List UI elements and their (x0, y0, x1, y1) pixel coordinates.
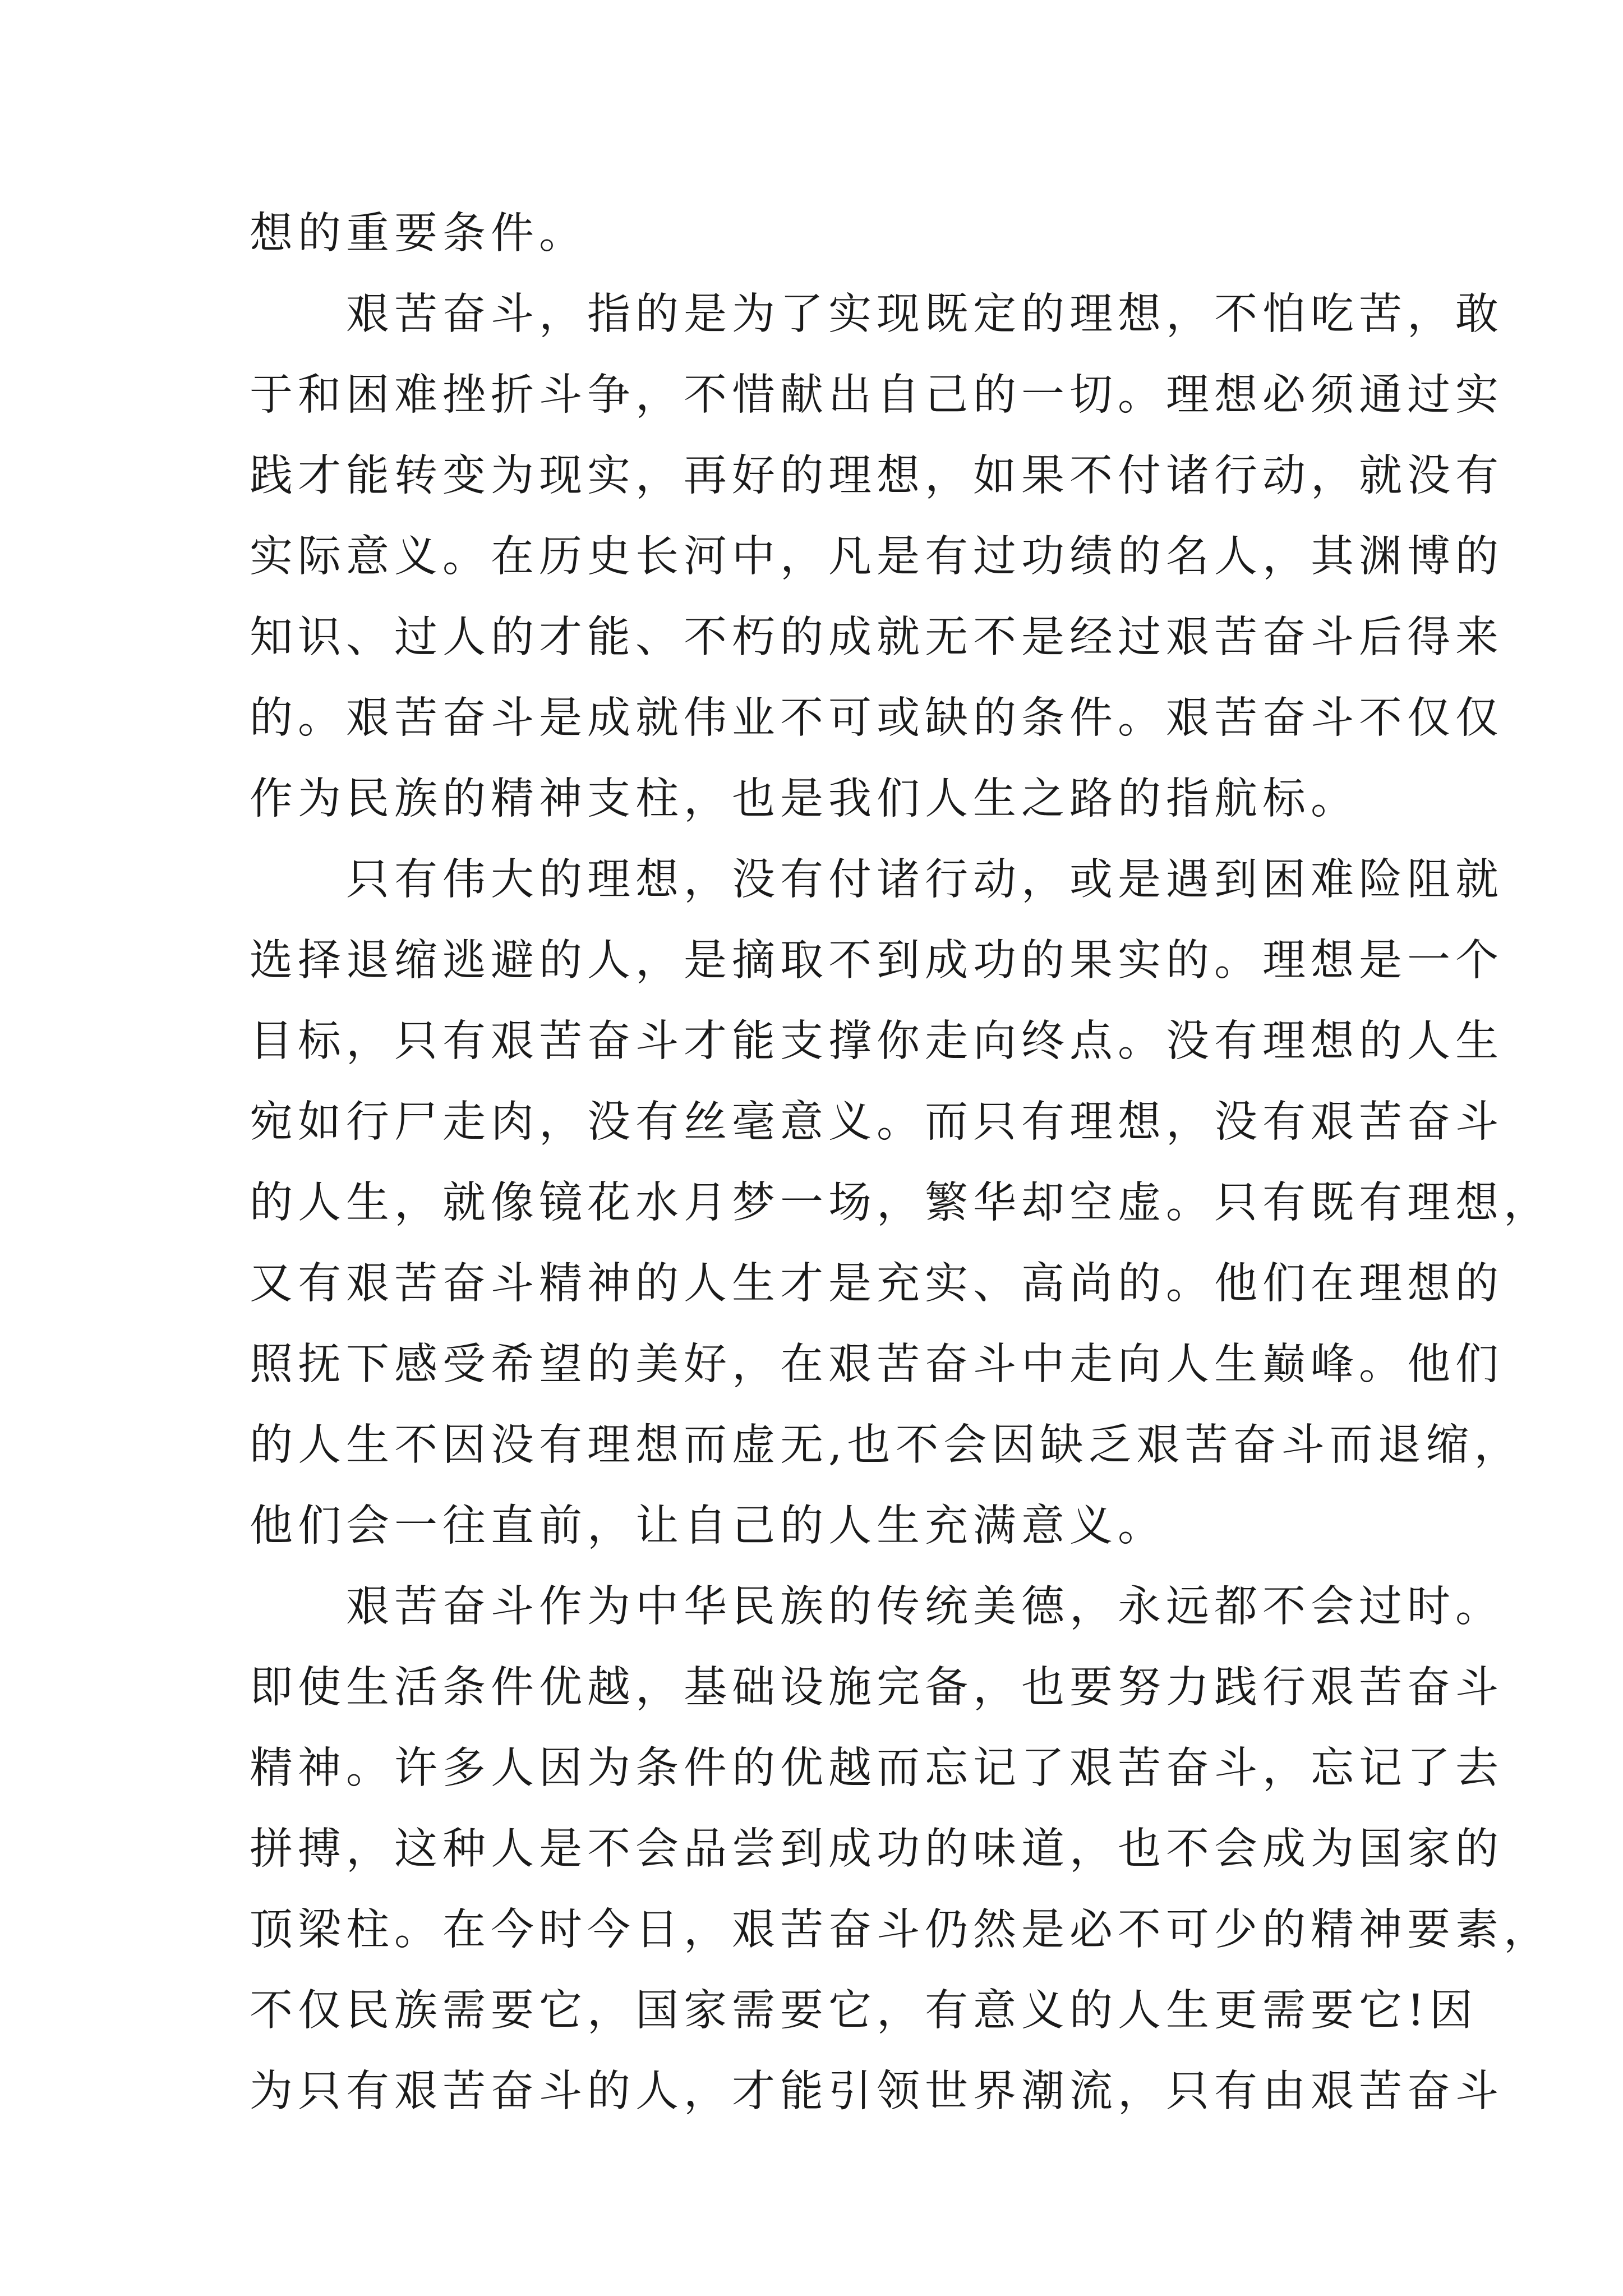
text-line: 的。艰苦奋斗是成就伟业不可或缺的条件。艰苦奋斗不仅仅 (250, 693, 1504, 743)
text-line: 的人生不因没有理想而虚无,也不会因缺乏艰苦奋斗而退缩， (250, 1420, 1523, 1470)
text-line: 他们会一往直前，让自己的人生充满意义。 (250, 1501, 1166, 1551)
text-line: 作为民族的精神支柱，也是我们人生之路的指航标。 (250, 774, 1359, 824)
text-line: 不仅民族需要它，国家需要它，有意义的人生更需要它!因 (250, 1986, 1478, 2036)
text-line: 艰苦奋斗作为中华民族的传统美德，永远都不会过时。 (346, 1582, 1504, 1632)
text-line: 的人生，就像镜花水月梦一场，繁华却空虚。只有既有理想， (250, 1178, 1552, 1228)
text-line: 宛如行尸走肉，没有丝毫意义。而只有理想，没有艰苦奋斗 (250, 1097, 1504, 1147)
text-line: 知识、过人的才能、不朽的成就无不是经过艰苦奋斗后得来 (250, 613, 1504, 662)
text-line: 选择退缩逃避的人，是摘取不到成功的果实的。理想是一个 (250, 936, 1504, 986)
text-line: 实际意义。在历史长河中，凡是有过功绩的名人，其渊博的 (250, 532, 1504, 582)
text-line: 想的重要条件。 (250, 209, 587, 259)
text-line: 艰苦奋斗，指的是为了实现既定的理想，不怕吃苦，敢 (346, 289, 1504, 339)
text-line: 于和困难挫折斗争，不惜献出自己的一切。理想必须通过实 (250, 370, 1504, 420)
text-line: 践才能转变为现实，再好的理想，如果不付诸行动，就没有 (250, 451, 1504, 501)
text-line: 又有艰苦奋斗精神的人生才是充实、高尚的。他们在理想的 (250, 1259, 1504, 1309)
text-line: 拼搏，这种人是不会品尝到成功的味道，也不会成为国家的 (250, 1824, 1504, 1874)
text-line: 目标，只有艰苦奋斗才能支撑你走向终点。没有理想的人生 (250, 1016, 1504, 1066)
body-text (250, 194, 1552, 2132)
text-line: 只有伟大的理想，没有付诸行动，或是遇到困难险阻就 (346, 855, 1504, 905)
text-line: 即使生活条件优越，基础设施完备，也要努力践行艰苦奋斗 (250, 1663, 1504, 1713)
text-line: 照抚下感受希望的美好，在艰苦奋斗中走向人生巅峰。他们 (250, 1340, 1504, 1389)
text-line: 为只有艰苦奋斗的人，才能引领世界潮流，只有由艰苦奋斗 (250, 2067, 1504, 2116)
text-line: 精神。许多人因为条件的优越而忘记了艰苦奋斗，忘记了去 (250, 1743, 1504, 1793)
text-line: 顶梁柱。在今时今日，艰苦奋斗仍然是必不可少的精神要素， (250, 1905, 1552, 1955)
